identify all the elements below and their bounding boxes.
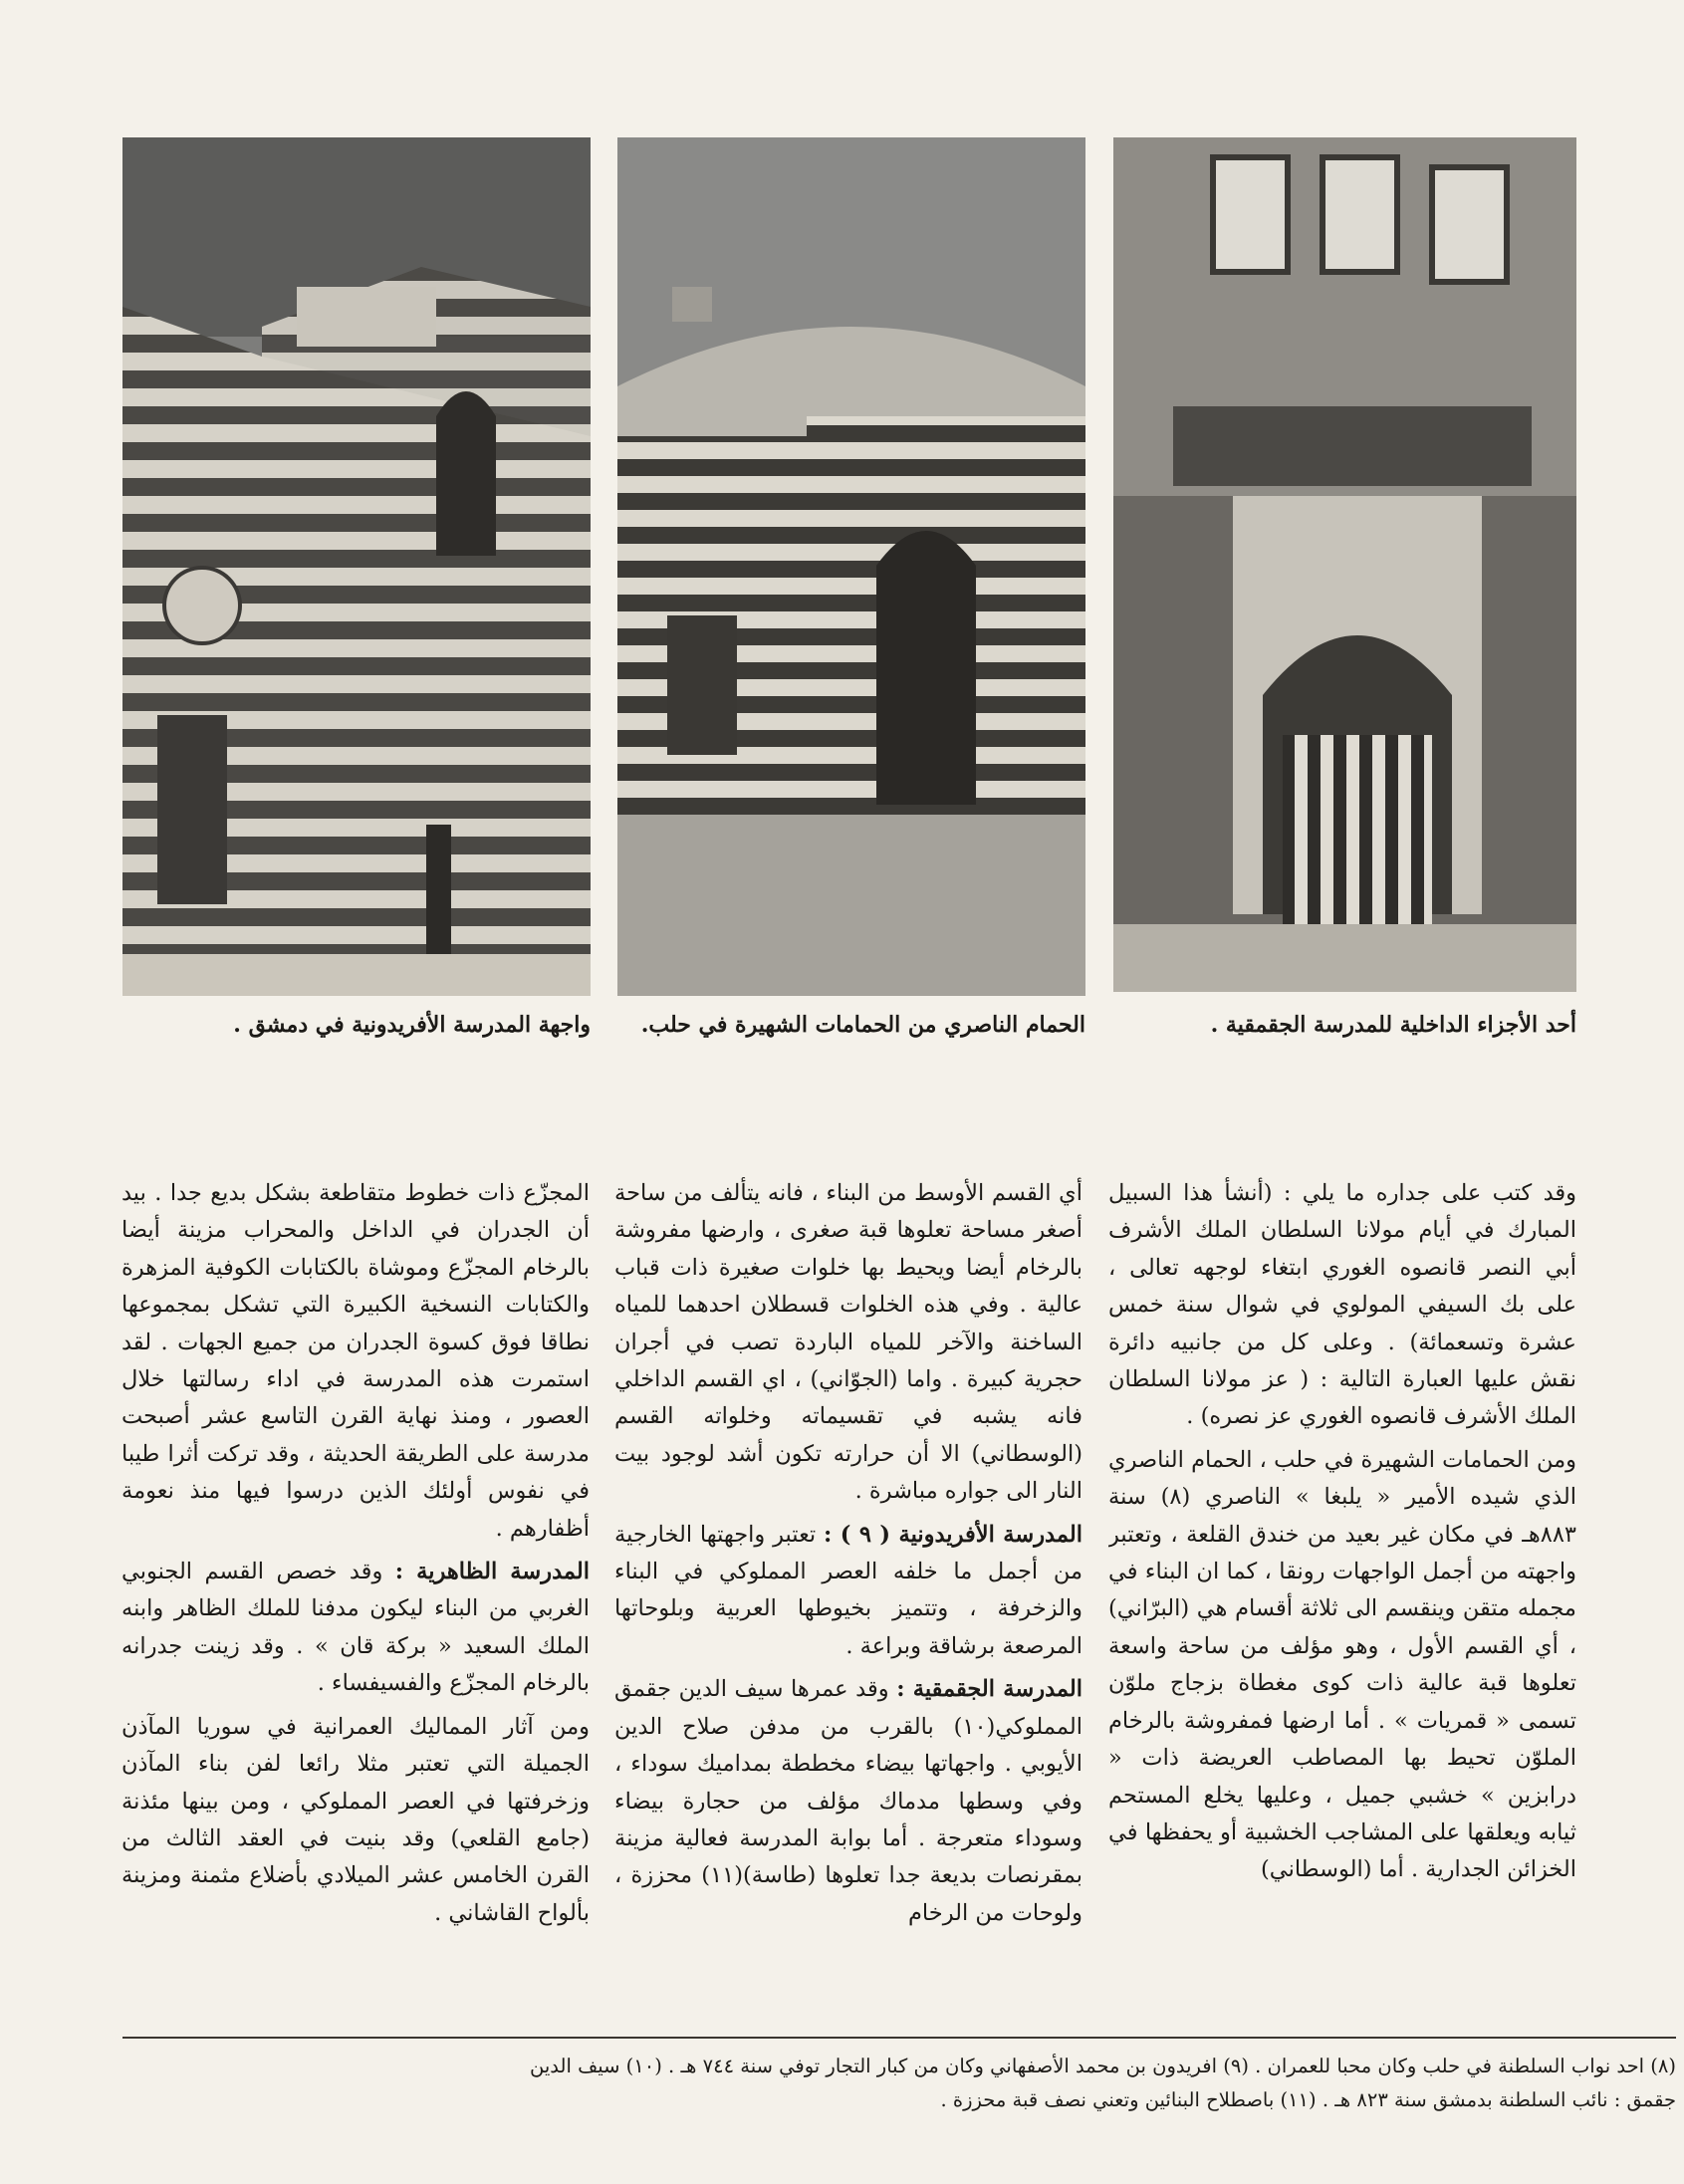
photo-afridunia-facade xyxy=(122,137,591,996)
text-column-middle xyxy=(614,1175,1083,2022)
paragraph: المجزّع ذات خطوط متقاطعة بشكل بديع جدا . بيد أن الجدران في الداخل والمحراب مزينة أيضا بالرخام المجزّع وموشاة بالكتابات الكوفية المزهرة والكتابات النسخية الكبيرة التي تشكل بمجموعها نطاقا فوق كسوة الجدران من جميع الجهات . لقد استمرت هذه المدرسة في اداء رسالتها خلال العصور ، ومنذ نهاية القرن التاسع عشر أصبحت مدرسة على الطريقة الحديثة ، وقد تركت أثرا طيبا في نفوس أولئك الذين درسوا فيها منذ نعومة أظفارهم . xyxy=(121,1180,590,1542)
footnote-divider xyxy=(122,2037,1676,2039)
footnote-line: (٨) احد نواب السلطنة في حلب وكان محبا للعمران . (٩) افريدون بن محمد الأصفهاني وكان من كبار التجار توفي سنة ٧٤٤ هـ . (١٠) سيف الدين xyxy=(530,2055,1676,2077)
figure-caption-jaqmaqiya: أحد الأجزاء الداخلية للمدرسة الجقمقية . xyxy=(1210,1012,1576,1038)
footnote-line: جقمق : نائب السلطنة بدمشق سنة ٨٢٣ هـ . (١١) باصطلاح البنائين وتعني نصف قبة محززة . xyxy=(940,2088,1676,2111)
paragraph: ومن الحمامات الشهيرة في حلب ، الحمام الناصري الذي شيده الأمير « يلبغا » الناصري (٨) سنة ٨٨٣هـ في مكان غير بعيد من خندق القلعة ، وتعتبر واجهته من أجمل الواجهات رونقا ، كما ان البناء في مجمله متقن وينقسم الى ثلاثة أقسام هي (البرّاني) ، أي القسم الأول ، وهو مؤلف من ساحة واسعة تعلوها قبة عالية ذات كوى مغطاة بزجاج ملوّن تسمى « قمريات » . أما ارضها فمفروشة بالرخام الملوّن تحيط بها المصاطب العريضة ذات « درابزين » خشبي جميل ، وعليها يخلع المستحم ثيابه ويعلقها على المشاجب الخشبية أو يحفظها في الخزائن الجدارية . أما (الوسطاني) xyxy=(1108,1446,1576,1883)
paragraph: وقد كتب على جداره ما يلي : (أنشأ هذا السبيل المبارك في أيام مولانا السلطان الملك الأشرف أبي النصر قانصوه الغوري ابتغاء لوجهه تعالى ، على بك السيفي المولوي في شوال سنة خمس عشرة وتسعمائة) . وعلى كل من جانبيه دائرة نقش عليها العبارة التالية : ( عز مولانا السلطان الملك الأشرف قانصوه الغوري عز نصره) . xyxy=(1108,1180,1576,1430)
paragraph-body: وقد عمرها سيف الدين جقمق المملوكي(١٠) بالقرب من مدفن صلاح الدين الأيوبي . واجهاتها بيضاء مخططة بمداميك سوداء ، وفي وسطها مدماك مؤلف من حجارة بيضاء وسوداء متعرجة . أما بوابة المدرسة فعالية مزينة بمقرنصات بديعة جدا تعلوها (طاسة)(١١) محززة ، ولوحات من الرخام xyxy=(614,1676,1083,1926)
paragraph-body: تعتبر واجهتها الخارجية من أجمل ما خلفه العصر المملوكي في البناء والزخرفة ، وتتميز بخيوطها العربية وبلوحاتها المرصعة برشاقة وبراعة . xyxy=(614,1521,1083,1659)
section-heading-zahiriya: المدرسة الظاهرية : xyxy=(394,1559,590,1585)
section-heading-jaqmaqiya: المدرسة الجقمقية : xyxy=(896,1676,1083,1703)
photo-nasiri-bath xyxy=(617,137,1085,996)
text-column-right xyxy=(1108,1175,1576,2022)
paragraph: أي القسم الأوسط من البناء ، فانه يتألف من ساحة أصغر مساحة تعلوها قبة صغرى ، وارضها مفروشة بالرخام أيضا ويحيط بها خلوات صغيرة ذات قباب عالية . وفي هذه الخلوات قسطلان احدهما للمياه الساخنة والآخر للمياه الباردة تصب في أجران حجرية كبيرة . واما (الجوّاني) ، اي القسم الداخلي فانه يشبه في تقسيماته وخلواته القسم (الوسطاني) الا أن حرارته تكون أشد لوجود بيت النار الى جواره مباشرة . xyxy=(614,1180,1083,1505)
paragraph: ومن آثار المماليك العمرانية في سوريا المآذن الجميلة التي تعتبر مثلا رائعا لفن بناء المآذن وزخرفتها في العصر المملوكي ، ومن بينها مئذنة (جامع القلعي) وقد بنيت في العقد الثالث من القرن الخامس عشر الميلادي بأضلاع مثمنة ومزينة بألواح القاشاني . xyxy=(121,1713,590,1926)
paragraph xyxy=(121,1554,590,1703)
text-column-left xyxy=(121,1175,590,2022)
section-heading-afridunia: المدرسة الأفريدونية ( ٩ ) : xyxy=(823,1521,1083,1548)
paragraph xyxy=(614,1517,1083,1666)
paragraph-body: وقد خصص القسم الجنوبي الغربي من البناء ليكون مدفنا للملك الظاهر وابنه الملك السعيد « بركة قان » . وقد زينت جدرانه بالرخام المجزّع والفسيفساء . xyxy=(121,1559,590,1697)
photo-jaqmaqiya-interior xyxy=(1113,137,1576,992)
figure-caption-afridunia: واجهة المدرسة الأفريدونية في دمشق . xyxy=(233,1012,591,1038)
paragraph xyxy=(614,1671,1083,1932)
figure-caption-nasiri-bath: الحمام الناصري من الحمامات الشهيرة في حلب. xyxy=(640,1012,1085,1038)
footnotes xyxy=(122,2050,1676,2117)
